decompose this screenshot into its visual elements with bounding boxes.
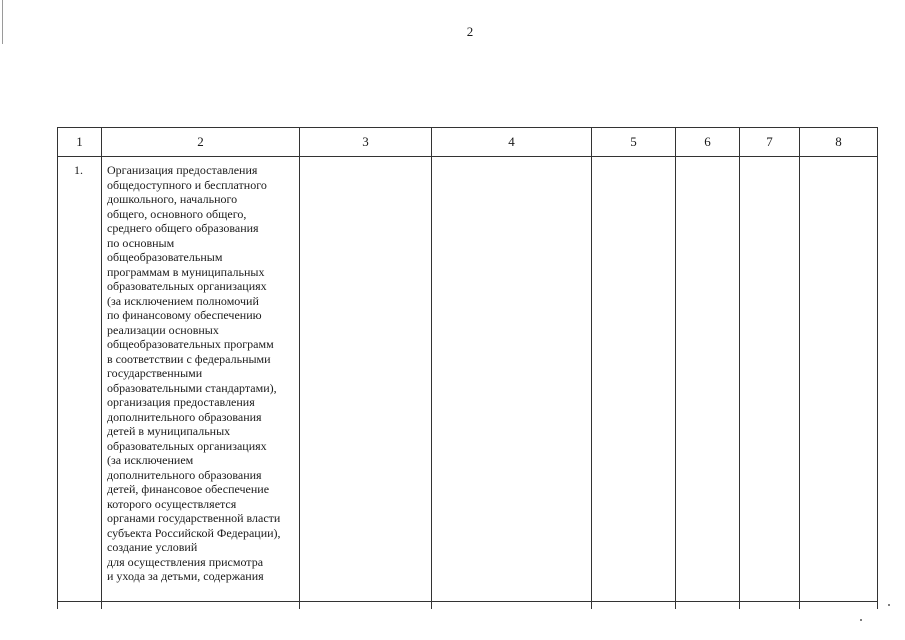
description-line: и ухода за детьми, содержания [107,569,264,583]
description-line: создание условий [107,540,198,554]
row-cell-col-4 [432,157,592,610]
document-table [57,127,878,609]
description-line: государственными [107,366,203,380]
description-line: дополнительного образования [107,409,262,424]
description-line: образовательными стандартами), [107,380,277,395]
description-line: субъекта Российской Федерации), [107,525,281,540]
row-cell-col-3 [300,157,432,610]
row-cell-col-6 [676,157,740,610]
table-header-row [58,128,878,157]
description-line: среднего общего образования [107,221,259,235]
row-description-cell [102,157,300,610]
description-line: образовательных организациях [107,438,267,453]
row-cell-col-5 [592,157,676,610]
column-header-7: 7 [740,128,800,157]
column-header-6: 6 [676,128,740,157]
description-line: дополнительного образования [107,467,262,482]
description-line: реализации основных [107,322,219,337]
description-line: органами государственной власти [107,511,281,525]
column-header-3: 3 [300,128,432,157]
description-line: для осуществления присмотра [107,554,264,569]
column-header-4: 4 [432,128,592,157]
description-line: детей, финансовое обеспечение [107,482,270,496]
table-bottom-rule [57,601,877,602]
row-cell-col-7 [740,157,800,610]
description-line: (за исключением полномочий [107,293,259,308]
description-line: программам в муниципальных [107,264,265,279]
description-line: Организация предоставления [107,163,258,177]
description-line: общего, основного общего, [107,206,247,221]
table-row [58,157,878,610]
description-line: образовательных организациях [107,279,267,293]
description-line: общедоступного и бесплатного [107,177,267,192]
description-line: организация предоставления [107,395,255,409]
row-cell-col-8 [800,157,878,610]
description-line: детей в муниципальных [107,424,231,438]
page-number: 2 [466,24,474,39]
column-header-2: 2 [102,128,300,157]
description-line: в соответствии с федеральными [107,351,271,366]
scan-speck [888,604,890,606]
description-line: общеобразовательным [107,250,223,264]
row-number-cell: 1. [58,157,102,610]
scan-speck [860,619,862,621]
column-header-1: 1 [58,128,102,157]
description-line: (за исключением [107,453,194,467]
description-line: которого осуществляется [107,496,237,511]
scan-edge-line [2,0,3,44]
column-header-5: 5 [592,128,676,157]
description-line: по основным [107,235,175,250]
description-line: по финансовому обеспечению [107,308,262,322]
description-line: общеобразовательных программ [107,337,274,351]
column-header-8: 8 [800,128,878,157]
description-line: дошкольного, начального [107,192,238,206]
